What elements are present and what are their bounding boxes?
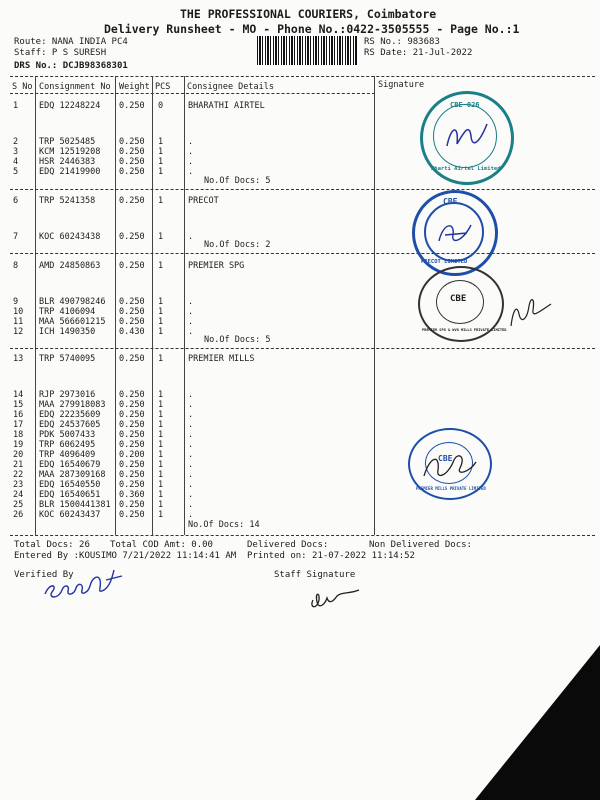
precot-stamp-bottom: PRECOT LIMITED — [421, 259, 468, 265]
row-pcs: 1 — [158, 420, 164, 430]
row-sno: 25 — [13, 500, 24, 510]
airtel-stamp — [420, 91, 514, 185]
precot-stamp-top: CBE — [443, 197, 458, 206]
row-weight: 0.250 — [119, 147, 145, 157]
row-consignment: TRP 5025485 — [39, 137, 96, 147]
row-consignment: EDQ 21419900 — [39, 167, 101, 177]
rs-date: RS Date: 21-Jul-2022 — [364, 48, 473, 58]
barcode — [257, 36, 357, 65]
row-consignment: EDQ 12248224 — [39, 101, 101, 111]
premier-mills-stamp — [408, 428, 492, 500]
row-weight: 0.250 — [119, 430, 145, 440]
row-consignment: ICH 1490350 — [39, 327, 96, 337]
row-mark: . — [188, 317, 194, 327]
row-sno: 13 — [13, 354, 24, 364]
entered-by: Entered By :KOUSIMO 7/21/2022 11:14:41 AM — [14, 551, 237, 561]
total-docs: Total Docs: 26 — [14, 540, 90, 550]
row-pcs: 1 — [158, 400, 164, 410]
row-sno: 4 — [13, 157, 19, 167]
row-pcs: 1 — [158, 232, 164, 242]
row-weight: 0.200 — [119, 450, 145, 460]
row-mark: . — [188, 232, 194, 242]
total-cod: Total COD Amt: 0.00 — [110, 540, 213, 550]
row-mark: . — [188, 410, 194, 420]
row-consignment: TRP 5740095 — [39, 354, 96, 364]
row-mark: . — [188, 157, 194, 167]
col-divider — [115, 76, 116, 535]
row-pcs: 1 — [158, 167, 164, 177]
row-pcs: 1 — [158, 327, 164, 337]
row-sno: 9 — [13, 297, 19, 307]
row-pcs: 1 — [158, 196, 164, 206]
col-pcs: PCS — [155, 82, 171, 92]
col-consignee: Consignee Details — [187, 82, 274, 92]
row-sno: 10 — [13, 307, 24, 317]
row-sno: 18 — [13, 430, 24, 440]
row-consignment: KCM 12519208 — [39, 147, 101, 157]
row-mark: . — [188, 480, 194, 490]
row-sno: 5 — [13, 167, 19, 177]
verified-signature — [40, 560, 140, 610]
row-consignment: EDQ 16540651 — [39, 490, 101, 500]
row-sno: 8 — [13, 261, 19, 271]
row-sno: 7 — [13, 232, 19, 242]
route-label: Route: NANA INDIA PC4 — [14, 37, 128, 47]
row-weight: 0.250 — [119, 167, 145, 177]
row-pcs: 1 — [158, 137, 164, 147]
premier-spg-ring: PREMIER SPG & WVG MILLS PRIVATE LIMITED — [422, 328, 507, 332]
rs-number: RS No.: 983683 — [364, 37, 440, 47]
row-pcs: 1 — [158, 390, 164, 400]
row-consignment: EDQ 22235609 — [39, 410, 101, 420]
row-sno: 3 — [13, 147, 19, 157]
row-pcs: 1 — [158, 440, 164, 450]
row-sno: 22 — [13, 470, 24, 480]
staff-label: Staff: P S SURESH — [14, 48, 107, 58]
row-pcs: 1 — [158, 470, 164, 480]
docs-count: No.Of Docs: 2 — [204, 240, 271, 250]
row-sno: 19 — [13, 440, 24, 450]
consignee-name: PREMIER MILLS — [188, 354, 255, 364]
row-pcs: 1 — [158, 510, 164, 520]
row-sno: 12 — [13, 327, 24, 337]
group-separator — [10, 348, 595, 349]
col-weight: Weight — [119, 82, 150, 92]
row-mark: . — [188, 450, 194, 460]
premier-spg-center: CBE — [450, 294, 467, 304]
row-pcs: 1 — [158, 410, 164, 420]
row-weight: 0.360 — [119, 490, 145, 500]
row-sno: 6 — [13, 196, 19, 206]
row-sno: 20 — [13, 450, 24, 460]
row-weight: 0.250 — [119, 101, 145, 111]
row-mark: . — [188, 420, 194, 430]
row-consignment: RJP 2973016 — [39, 390, 96, 400]
premier-spg-signature — [505, 290, 555, 330]
col-signature: Signature — [378, 80, 425, 90]
row-pcs: 1 — [158, 480, 164, 490]
row-consignment: BLR 490798246 — [39, 297, 106, 307]
runsheet-title: Delivery Runsheet - MO - Phone No.:0422-3505555 - Page No.:1 — [104, 22, 520, 36]
row-weight: 0.250 — [119, 261, 145, 271]
verified-by-label: Verified By — [14, 570, 74, 580]
company-title: THE PROFESSIONAL COURIERS, Coimbatore — [180, 7, 437, 21]
row-sno: 2 — [13, 137, 19, 147]
premier-spg-stamp — [418, 266, 507, 342]
row-consignment: PDK 5007433 — [39, 430, 96, 440]
drs-number: DRS No.: DCJB98368301 — [14, 61, 128, 71]
row-consignment: AMD 24850863 — [39, 261, 101, 271]
row-mark: . — [188, 400, 194, 410]
row-mark: . — [188, 327, 194, 337]
row-pcs: 1 — [158, 460, 164, 470]
header-bottom-rule — [10, 93, 375, 94]
row-weight: 0.250 — [119, 460, 145, 470]
row-weight: 0.250 — [119, 390, 145, 400]
airtel-stamp-bottom: Bharti Airtel Limited — [431, 166, 501, 172]
row-mark: . — [188, 167, 194, 177]
row-weight: 0.250 — [119, 500, 145, 510]
row-weight: 0.250 — [119, 400, 145, 410]
row-weight: 0.250 — [119, 420, 145, 430]
row-pcs: 1 — [158, 450, 164, 460]
row-mark: . — [188, 390, 194, 400]
docs-count: No.Of Docs: 5 — [204, 335, 271, 345]
table-top-rule — [10, 76, 595, 77]
scan-shadow — [475, 645, 600, 800]
row-consignment: KOC 60243437 — [39, 510, 101, 520]
row-pcs: 1 — [158, 500, 164, 510]
row-sno: 26 — [13, 510, 24, 520]
row-sno: 21 — [13, 460, 24, 470]
precot-stamp — [412, 190, 498, 276]
row-weight: 0.250 — [119, 196, 145, 206]
row-pcs: 1 — [158, 490, 164, 500]
row-consignment: HSR 2446383 — [39, 157, 96, 167]
row-sno: 1 — [13, 101, 19, 111]
consignee-name: PREMIER SPG — [188, 261, 245, 271]
row-weight: 0.250 — [119, 410, 145, 420]
row-sno: 24 — [13, 490, 24, 500]
row-consignment: MAA 287309168 — [39, 470, 106, 480]
row-consignment: TRP 4106094 — [39, 307, 96, 317]
row-mark: . — [188, 297, 194, 307]
row-sno: 17 — [13, 420, 24, 430]
row-consignment: EDQ 16540679 — [39, 460, 101, 470]
staff-signature-label: Staff Signature — [274, 570, 356, 580]
col-divider — [184, 76, 185, 535]
row-consignment: TRP 6062495 — [39, 440, 96, 450]
consignee-name: BHARATHI AIRTEL — [188, 101, 265, 111]
consignee-name: PRECOT — [188, 196, 219, 206]
printed-on: Printed on: 21-07-2022 11:14:52 — [247, 551, 415, 561]
docs-count: No.Of Docs: 14 — [188, 520, 260, 530]
row-pcs: 1 — [158, 430, 164, 440]
row-consignment: MAA 279918083 — [39, 400, 106, 410]
row-consignment: BLR 1500441381 — [39, 500, 111, 510]
row-weight: 0.430 — [119, 327, 145, 337]
row-pcs: 1 — [158, 307, 164, 317]
row-mark: . — [188, 490, 194, 500]
premier-mills-center: CBE — [438, 454, 453, 463]
airtel-stamp-top: CBE 026 — [450, 101, 480, 109]
row-pcs: 1 — [158, 261, 164, 271]
row-mark: . — [188, 440, 194, 450]
row-weight: 0.250 — [119, 354, 145, 364]
row-mark: . — [188, 500, 194, 510]
col-divider — [152, 76, 153, 535]
row-sno: 16 — [13, 410, 24, 420]
row-consignment: EDQ 24537605 — [39, 420, 101, 430]
row-sno: 11 — [13, 317, 24, 327]
row-weight: 0.250 — [119, 137, 145, 147]
row-weight: 0.250 — [119, 440, 145, 450]
row-weight: 0.250 — [119, 232, 145, 242]
col-divider — [374, 76, 375, 535]
row-mark: . — [188, 430, 194, 440]
row-mark: . — [188, 307, 194, 317]
group-separator — [10, 253, 595, 254]
row-pcs: 1 — [158, 297, 164, 307]
row-weight: 0.250 — [119, 510, 145, 520]
row-weight: 0.250 — [119, 297, 145, 307]
row-weight: 0.250 — [119, 470, 145, 480]
row-consignment: EDQ 16540550 — [39, 480, 101, 490]
row-sno: 23 — [13, 480, 24, 490]
row-consignment: MAA 566601215 — [39, 317, 106, 327]
non-delivered-docs: Non Delivered Docs: — [369, 540, 472, 550]
row-weight: 0.250 — [119, 157, 145, 167]
row-weight: 0.250 — [119, 317, 145, 327]
row-sno: 15 — [13, 400, 24, 410]
row-consignment: TRP 5241358 — [39, 196, 96, 206]
row-consignment: TRP 4096409 — [39, 450, 96, 460]
col-divider — [35, 76, 36, 535]
row-pcs: 1 — [158, 147, 164, 157]
row-pcs: 0 — [158, 101, 164, 111]
row-mark: . — [188, 137, 194, 147]
row-weight: 0.250 — [119, 480, 145, 490]
row-pcs: 1 — [158, 157, 164, 167]
row-pcs: 1 — [158, 317, 164, 327]
row-pcs: 1 — [158, 354, 164, 364]
table-bottom-rule — [10, 535, 595, 536]
row-sno: 14 — [13, 390, 24, 400]
row-mark: . — [188, 470, 194, 480]
col-consignment: Consignment No — [39, 82, 111, 92]
row-weight: 0.250 — [119, 307, 145, 317]
staff-signature — [305, 580, 365, 615]
delivered-docs: Delivered Docs: — [247, 540, 329, 550]
row-consignment: KOC 60243438 — [39, 232, 101, 242]
row-mark: . — [188, 510, 194, 520]
row-mark: . — [188, 460, 194, 470]
docs-count: No.Of Docs: 5 — [204, 176, 271, 186]
col-sno: S No — [12, 82, 33, 92]
group-separator — [10, 189, 595, 190]
row-mark: . — [188, 147, 194, 157]
premier-mills-ring: PREMIER MILLS PRIVATE LIMITED — [416, 486, 486, 491]
